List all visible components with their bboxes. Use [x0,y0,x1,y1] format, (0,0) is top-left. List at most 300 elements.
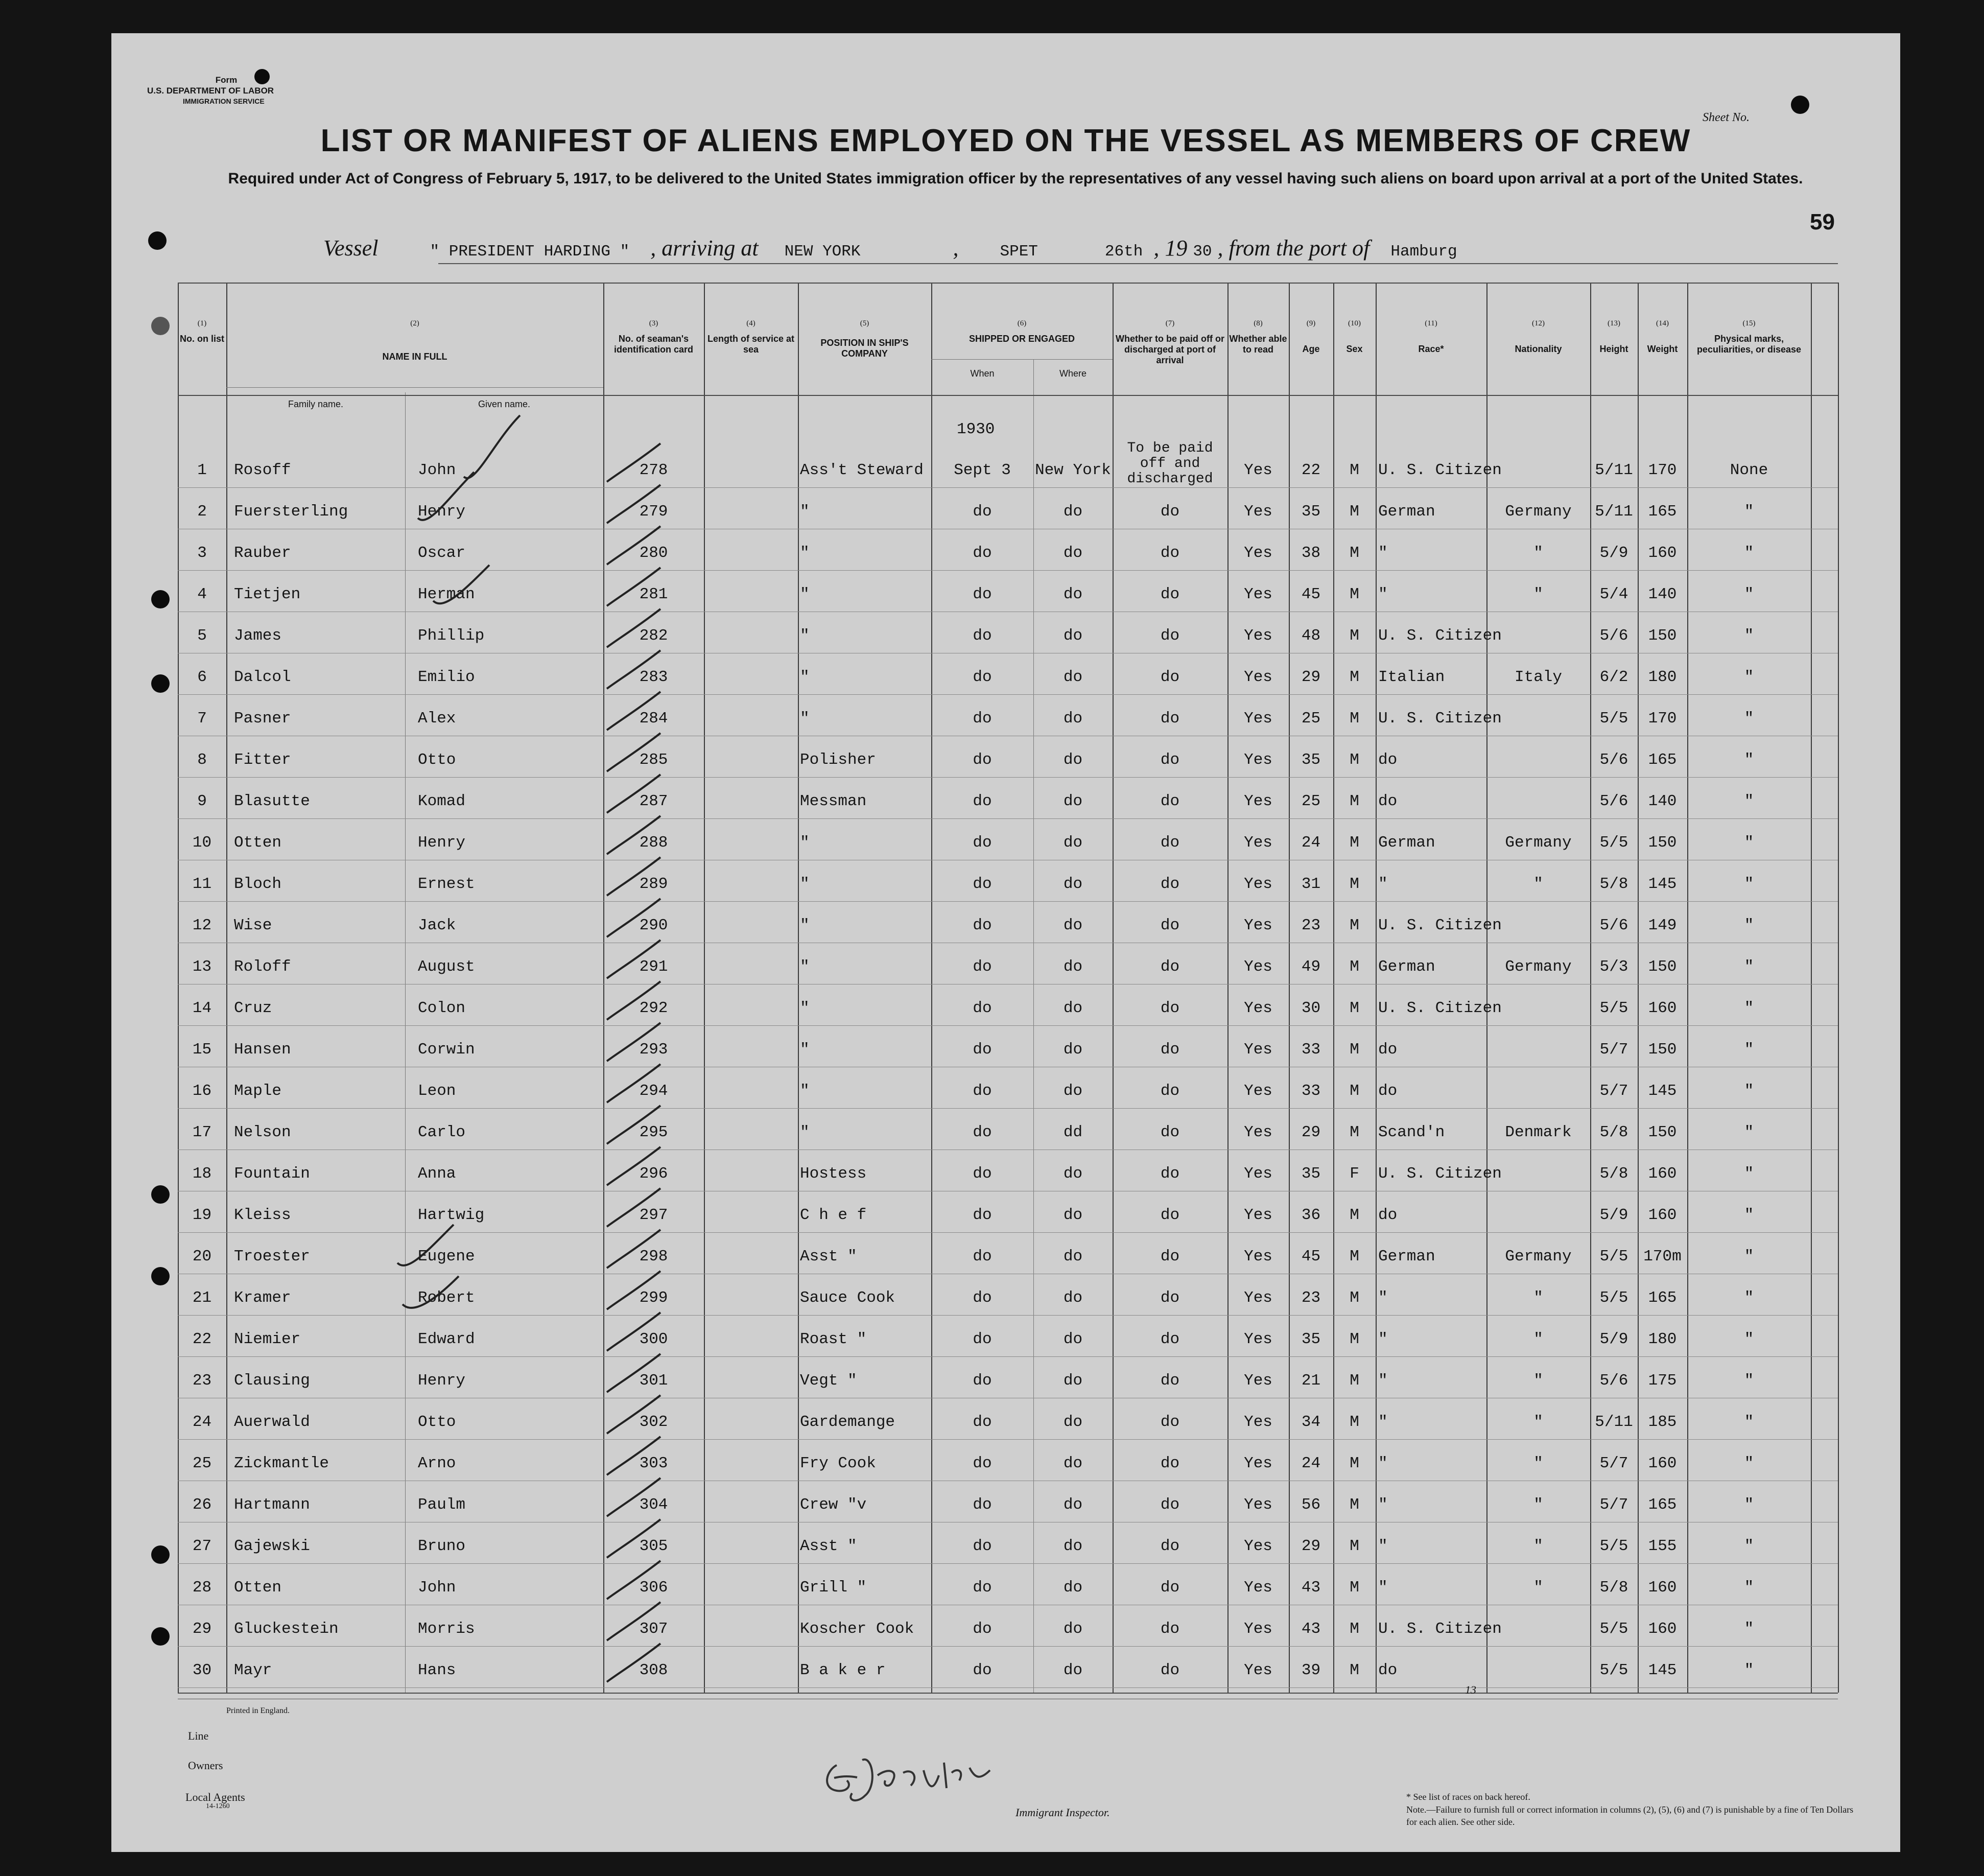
cell-height: 5/11 [1595,503,1633,521]
cell-weight: 160 [1648,1579,1677,1597]
cell-no: 29 [192,1620,212,1638]
cell-position: Roast " [800,1330,867,1348]
cell-weight: 150 [1648,958,1677,976]
cell-nationality: " [1533,1537,1543,1555]
cell-height: 5/7 [1599,1082,1628,1100]
cell-age: 45 [1301,1248,1321,1265]
cell-age: 45 [1301,585,1321,603]
header-nationality: Nationality [1515,344,1562,354]
cell-no: 2 [197,503,207,521]
cell-marks: " [1744,1123,1754,1141]
cell-age: 31 [1301,875,1321,893]
cell-position: Koscher Cook [800,1620,914,1638]
cell-height: 5/8 [1599,1165,1628,1183]
handwritten-checkmarks [178,283,1838,1693]
row-divider [178,570,1838,571]
cell-no: 9 [197,792,207,810]
cell-marks: " [1744,1165,1754,1183]
header-no-on-list: No. on list [180,334,224,344]
cell-height: 5/5 [1599,1620,1628,1638]
cell-given: Emilio [418,668,475,686]
cell-marks: " [1744,627,1754,645]
cell-race: U. S. Citizen [1378,627,1502,645]
cell-when: do [973,1372,992,1390]
cell-when: do [973,999,992,1017]
column-number: (5) [860,319,869,327]
cell-given: Hans [418,1661,456,1679]
cell-marks: " [1744,503,1754,521]
cell-when: do [973,1041,992,1059]
cell-family: Blasutte [234,792,310,810]
cell-position: Asst " [800,1248,857,1265]
column-number: (6) [1017,319,1027,327]
cell-no: 14 [192,999,212,1017]
cell-sex: M [1350,585,1359,603]
arrival-port: NEW YORK [784,243,861,261]
cell-age: 24 [1301,834,1321,852]
vessel-line: Vessel " PRESIDENT HARDING " , arriving at NEW YORK , SPET 26th , 19 30 , from the port of Hamburg [323,236,1457,261]
cell-family: Gluckestein [234,1620,339,1638]
cell-card: 302 [639,1413,668,1431]
cell-weight: 150 [1648,627,1677,645]
row-divider [178,1439,1838,1440]
row-divider [178,1563,1838,1564]
cell-height: 5/9 [1599,544,1628,562]
sheet-number-label: Sheet No. [1703,111,1750,124]
cell-nationality: " [1533,1579,1543,1597]
cell-height: 5/7 [1599,1041,1628,1059]
cell-age: 36 [1301,1206,1321,1224]
cell-sex: M [1350,1496,1359,1514]
cell-family: Rauber [234,544,291,562]
cell-where: do [1063,834,1083,852]
cell-sex: M [1350,1372,1359,1390]
cell-sex: M [1350,1620,1359,1638]
cell-no: 20 [192,1248,212,1265]
cell-read: Yes [1244,503,1272,521]
cell-where: do [1063,1248,1083,1265]
header-weight: Weight [1647,344,1678,354]
cell-when: do [973,792,992,810]
cell-card: 303 [639,1455,668,1472]
cell-sex: M [1350,792,1359,810]
cell-race: do [1378,792,1398,810]
cell-age: 38 [1301,544,1321,562]
crew-table [178,283,1838,1693]
cell-when: do [973,1206,992,1224]
cell-sex: M [1350,1289,1359,1307]
cell-age: 29 [1301,668,1321,686]
cell-position: " [800,544,810,562]
cell-read: Yes [1244,1289,1272,1307]
cell-given: Alex [418,710,456,728]
cell-given: Jack [418,917,456,934]
cell-race: do [1378,1041,1398,1059]
cell-position: " [800,710,810,728]
cell-paid: do [1160,875,1180,893]
header-id-card: No. of seaman's identification card [613,334,694,355]
cell-sex: M [1350,1579,1359,1597]
row-divider [178,1315,1838,1316]
cell-nationality: " [1533,544,1543,562]
cell-sex: M [1350,1537,1359,1555]
cell-height: 5/11 [1595,461,1633,479]
cell-no: 30 [192,1661,212,1679]
cell-where: do [1063,1661,1083,1679]
cell-when: Sept 3 [954,461,1011,479]
inspector-signature [816,1740,1031,1811]
cell-marks: " [1744,1579,1754,1597]
cell-paid: do [1160,1537,1180,1555]
cell-race: " [1378,875,1388,893]
cell-sex: M [1350,1455,1359,1472]
cell-paid: do [1160,792,1180,810]
cell-height: 5/4 [1599,585,1628,603]
header-able-to-read: Whether able to read [1229,334,1287,355]
cell-read: Yes [1244,999,1272,1017]
cell-read: Yes [1244,1620,1272,1638]
cell-position: " [800,917,810,934]
cell-read: Yes [1244,1455,1272,1472]
arriving-label: , arriving at [650,236,759,261]
cell-where: do [1063,958,1083,976]
cell-card: 298 [639,1248,668,1265]
cell-height: 6/2 [1599,668,1628,686]
cell-read: Yes [1244,917,1272,934]
cell-family: Dalcol [234,668,291,686]
punch-hole [151,1185,170,1204]
cell-no: 19 [192,1206,212,1224]
document-title: LIST OR MANIFEST OF ALIENS EMPLOYED ON THE VESSEL AS MEMBERS OF CREW [320,123,1691,158]
cell-marks: " [1744,958,1754,976]
cell-race: do [1378,1082,1398,1100]
cell-paid: do [1160,999,1180,1017]
cell-read: Yes [1244,1082,1272,1100]
cell-position: Vegt " [800,1372,857,1390]
header-where: Where [1059,368,1087,379]
immigrant-inspector-label: Immigrant Inspector. [1015,1806,1110,1819]
cell-age: 29 [1301,1123,1321,1141]
cell-weight: 165 [1648,751,1677,769]
cell-when: do [973,1082,992,1100]
cell-height: 5/5 [1599,1248,1628,1265]
cell-given: Hartwig [418,1206,485,1224]
cell-family: Fountain [234,1165,310,1183]
cell-position: " [800,1041,810,1059]
cell-nationality: Denmark [1505,1123,1572,1141]
cell-marks: " [1744,1206,1754,1224]
cell-card: 278 [639,461,668,479]
cell-position: " [800,627,810,645]
cell-card: 300 [639,1330,668,1348]
cell-height: 5/5 [1599,999,1628,1017]
cell-nationality: " [1533,875,1543,893]
cell-position: Sauce Cook [800,1289,895,1307]
cell-given: Leon [418,1082,456,1100]
cell-position: Asst " [800,1537,857,1555]
cell-weight: 180 [1648,668,1677,686]
cell-age: 21 [1301,1372,1321,1390]
cell-weight: 185 [1648,1413,1677,1431]
cell-card: 295 [639,1123,668,1141]
cell-family: Troester [234,1248,310,1265]
cell-when: do [973,958,992,976]
punch-hole [151,590,170,608]
cell-position: Gardemange [800,1413,895,1431]
cell-card: 293 [639,1041,668,1059]
cell-height: 5/6 [1599,792,1628,810]
cell-given: Henry [418,1372,466,1390]
cell-marks: " [1744,585,1754,603]
cell-nationality: " [1533,1496,1543,1514]
cell-no: 18 [192,1165,212,1183]
cell-given: Herman [418,585,475,603]
cell-family: Fitter [234,751,291,769]
column-number: (3) [649,319,658,327]
cell-given: Komad [418,792,466,810]
cell-read: Yes [1244,1330,1272,1348]
cell-age: 34 [1301,1413,1321,1431]
cell-given: August [418,958,475,976]
cell-nationality: " [1533,1413,1543,1431]
cell-weight: 140 [1648,585,1677,603]
cell-nationality: " [1533,1330,1543,1348]
row-divider [178,1232,1838,1233]
cell-where: do [1063,1289,1083,1307]
cell-height: 5/5 [1599,1661,1628,1679]
cell-age: 39 [1301,1661,1321,1679]
cell-race: U. S. Citizen [1378,710,1502,728]
cell-marks: " [1744,1330,1754,1348]
cell-race: U. S. Citizen [1378,1620,1502,1638]
cell-given: Carlo [418,1123,466,1141]
header-when: When [970,368,995,379]
cell-read: Yes [1244,958,1272,976]
cell-card: 306 [639,1579,668,1597]
cell-card: 301 [639,1372,668,1390]
cell-paid: do [1160,503,1180,521]
cell-race: Scand'n [1378,1123,1445,1141]
cell-given: Oscar [418,544,466,562]
punch-hole [151,674,170,693]
cell-read: Yes [1244,1248,1272,1265]
cell-height: 5/8 [1599,875,1628,893]
cell-race: U. S. Citizen [1378,999,1502,1017]
cell-weight: 160 [1648,1206,1677,1224]
cell-given: Otto [418,751,456,769]
row-divider [178,1646,1838,1647]
cell-sex: M [1350,958,1359,976]
cell-weight: 160 [1648,1620,1677,1638]
document-subtitle: Required under Act of Congress of February 5, 1917, to be delivered to the United States immigration officer by the representatives of any vessel having such aliens on board upon arrival at a port of the United States. [228,170,1803,187]
cell-paid: do [1160,1455,1180,1472]
penalty-note: Note.—Failure to furnish full or correct information in columns (2), (5), (6) and (7) is punishable by a fine of Ten Dollars for each alien. See other side. [1406,1804,1854,1827]
cell-height: 5/9 [1599,1330,1628,1348]
cell-age: 24 [1301,1455,1321,1472]
cell-no: 28 [192,1579,212,1597]
cell-race: " [1378,1455,1388,1472]
cell-family: Maple [234,1082,282,1100]
cell-read: Yes [1244,710,1272,728]
cell-sex: M [1350,461,1359,479]
cell-sex: M [1350,751,1359,769]
cell-age: 29 [1301,1537,1321,1555]
row-divider [178,487,1838,488]
cell-read: Yes [1244,1206,1272,1224]
cell-read: Yes [1244,1413,1272,1431]
cell-paid: do [1160,1661,1180,1679]
cell-family: Pasner [234,710,291,728]
cell-paid: do [1160,1413,1180,1431]
cell-sex: M [1350,917,1359,934]
cell-no: 22 [192,1330,212,1348]
cell-given: Henry [418,503,466,521]
cell-no: 4 [197,585,207,603]
cell-family: Bloch [234,875,282,893]
header-height: Height [1599,344,1628,354]
cell-paid: do [1160,668,1180,686]
cell-card: 283 [639,668,668,686]
cell-family: James [234,627,282,645]
row-divider [178,901,1838,902]
cell-sex: M [1350,1330,1359,1348]
cell-weight: 160 [1648,544,1677,562]
cell-position: Messman [800,792,867,810]
cell-weight: 170m [1643,1248,1682,1265]
cell-read: Yes [1244,668,1272,686]
cell-marks: " [1744,751,1754,769]
cell-when: do [973,917,992,934]
row-divider [178,1687,1838,1688]
cell-card: 294 [639,1082,668,1100]
cell-where: dd [1063,1123,1083,1141]
cell-position: " [800,834,810,852]
cell-when: do [973,627,992,645]
cell-weight: 170 [1648,710,1677,728]
cell-position: " [800,503,810,521]
cell-nationality: Germany [1505,958,1572,976]
header-name-in-full: NAME IN FULL [382,351,447,362]
cell-read: Yes [1244,751,1272,769]
cell-when: do [973,503,992,521]
cell-sex: M [1350,1123,1359,1141]
cell-sex: M [1350,999,1359,1017]
cell-no: 21 [192,1289,212,1307]
cell-card: 305 [639,1537,668,1555]
cell-height: 5/8 [1599,1123,1628,1141]
cell-when: do [973,585,992,603]
cell-position: " [800,585,810,603]
cell-when: do [973,1413,992,1431]
cell-where: do [1063,1455,1083,1472]
cell-family: Wise [234,917,272,934]
cell-position: " [800,1082,810,1100]
cell-age: 35 [1301,1330,1321,1348]
cell-when: do [973,1661,992,1679]
row-divider [178,1108,1838,1109]
header-age: Age [1302,344,1320,354]
cell-when: do [973,1496,992,1514]
cell-given: John [418,1579,456,1597]
column-number: (8) [1254,319,1263,327]
cell-paid: do [1160,627,1180,645]
cell-paid: do [1160,917,1180,934]
owners-label: Owners [188,1759,223,1772]
row-divider [178,694,1838,695]
form-number: Form [215,75,238,85]
cell-card: 281 [639,585,668,603]
punch-hole [1791,96,1809,114]
cell-height: 5/3 [1599,958,1628,976]
cell-race: " [1378,1537,1388,1555]
cell-weight: 180 [1648,1330,1677,1348]
cell-when: do [973,1165,992,1183]
cell-read: Yes [1244,1041,1272,1059]
cell-weight: 145 [1648,875,1677,893]
cell-marks: " [1744,1082,1754,1100]
local-agents-label: Local Agents [185,1791,245,1803]
cell-position: Grill " [800,1579,867,1597]
cell-race: " [1378,1289,1388,1307]
cell-no: 7 [197,710,207,728]
column-number: (1) [197,319,207,327]
cell-given: Edward [418,1330,475,1348]
cell-age: 48 [1301,627,1321,645]
cell-paid: do [1160,710,1180,728]
header-shipped-or-engaged: SHIPPED OR ENGAGED [969,334,1075,344]
column-number: (4) [746,319,755,327]
from-port-label: , from the port of [1217,236,1370,261]
arrival-month: SPET [1000,243,1038,261]
cell-where: do [1063,1413,1083,1431]
cell-weight: 140 [1648,792,1677,810]
cell-sex: M [1350,710,1359,728]
column-number: (12) [1532,319,1545,327]
cell-sex: M [1350,1206,1359,1224]
cell-paid: do [1160,751,1180,769]
cell-age: 33 [1301,1082,1321,1100]
header-given-name: Given name. [478,399,531,409]
cell-when: do [973,1330,992,1348]
cell-age: 56 [1301,1496,1321,1514]
cell-position: B a k e r [800,1661,886,1679]
cell-height: 5/6 [1599,1372,1628,1390]
cell-family: Nelson [234,1123,291,1141]
punch-hole [151,1627,170,1646]
cell-when: do [973,544,992,562]
cell-nationality: " [1533,1455,1543,1472]
row-divider [178,1356,1838,1357]
cell-when: do [973,1579,992,1597]
races-note: * See list of races on back hereof. [1406,1792,1530,1802]
cell-position: " [800,1123,810,1141]
cell-weight: 175 [1648,1372,1677,1390]
cell-height: 5/5 [1599,710,1628,728]
form-code: 14-1260 [206,1802,230,1810]
cell-weight: 145 [1648,1661,1677,1679]
cell-marks: " [1744,792,1754,810]
cell-age: 23 [1301,917,1321,934]
cell-read: Yes [1244,585,1272,603]
cell-when: do [973,875,992,893]
cell-paid: do [1160,1248,1180,1265]
cell-height: 5/7 [1599,1496,1628,1514]
cell-family: Fuersterling [234,503,348,521]
year-suffix: 30 [1193,243,1212,261]
cell-where: do [1063,710,1083,728]
cell-race: Italian [1378,668,1445,686]
cell-read: Yes [1244,1123,1272,1141]
